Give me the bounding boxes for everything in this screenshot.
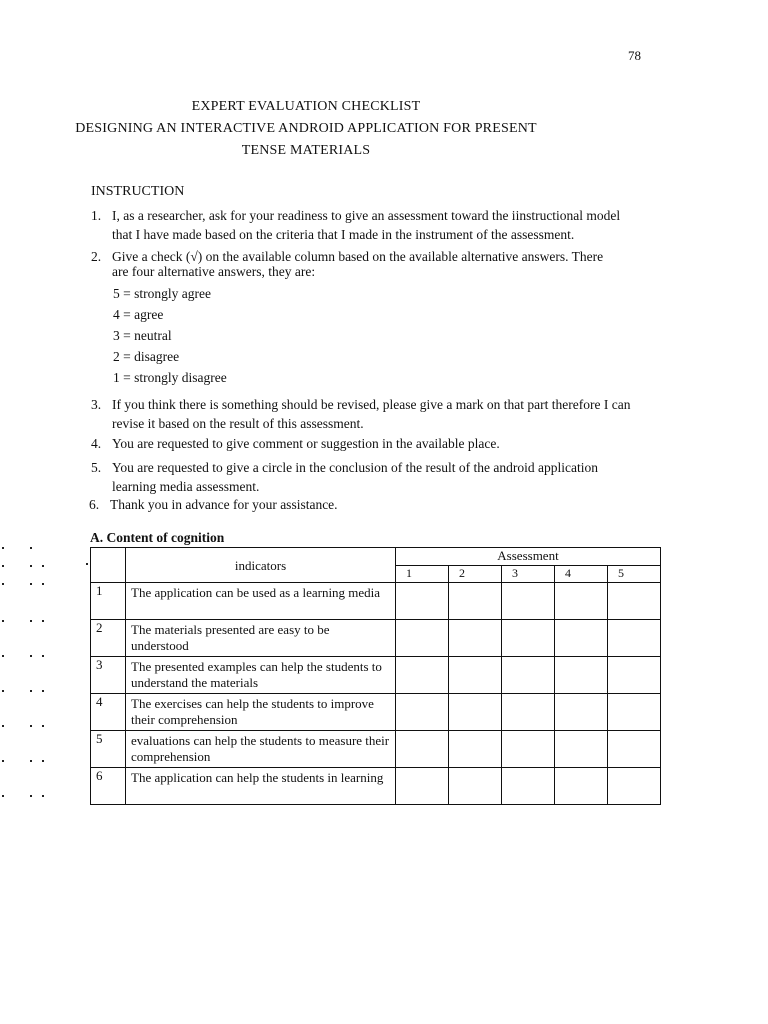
score-cell[interactable] (449, 583, 502, 620)
score-cell[interactable] (502, 768, 555, 805)
score-cell[interactable] (555, 657, 608, 694)
table-row (91, 583, 661, 620)
score-cell[interactable] (449, 731, 502, 768)
row-number: 5 (91, 731, 126, 768)
item-number: 2. (91, 249, 102, 264)
header-number-cell (91, 548, 126, 583)
score-cell[interactable] (555, 694, 608, 731)
score-cell[interactable] (502, 657, 555, 694)
row-number: 2 (91, 620, 126, 657)
assessment-table (90, 547, 661, 805)
item-number: 1. (91, 208, 102, 223)
score-cell[interactable] (396, 731, 449, 768)
row-number: 4 (91, 694, 126, 731)
document-title-line-3: TENSE MATERIALS (241, 143, 371, 158)
score-cell[interactable] (502, 731, 555, 768)
instruction-item-1 (91, 206, 681, 244)
page-number: 78 (628, 48, 641, 63)
document-title-line-2: DESIGNING AN INTERACTIVE ANDROID APPLICATION FOR PRESENT (75, 121, 537, 136)
score-cell[interactable] (396, 694, 449, 731)
table-row (91, 694, 661, 731)
score-cell[interactable] (449, 620, 502, 657)
item-text: You are requested to give comment or suggestion in the available place. (112, 436, 500, 451)
scale-agree: 4 = agree (113, 307, 164, 322)
item-text: You are requested to give a circle in the conclusion of the result of the android application (112, 460, 598, 475)
score-header-1: 1 (396, 566, 449, 583)
score-cell[interactable] (555, 768, 608, 805)
instruction-item-5 (91, 458, 681, 496)
score-cell[interactable] (449, 694, 502, 731)
score-header-5: 5 (608, 566, 661, 583)
score-cell[interactable] (608, 694, 661, 731)
score-cell[interactable] (396, 583, 449, 620)
scale-strongly-agree: 5 = strongly agree (113, 286, 211, 301)
row-number: 3 (91, 657, 126, 694)
item-number: 3. (91, 397, 102, 412)
score-cell[interactable] (608, 768, 661, 805)
indicator-text: The materials presented are easy to be understood (126, 620, 396, 657)
score-cell[interactable] (555, 583, 608, 620)
instruction-item-3 (91, 395, 681, 433)
scale-disagree: 2 = disagree (113, 349, 180, 364)
row-number: 6 (91, 768, 126, 805)
score-cell[interactable] (502, 583, 555, 620)
scale-neutral: 3 = neutral (113, 328, 172, 343)
table-row (91, 620, 661, 657)
item-text-continued: are four alternative answers, they are: (112, 264, 316, 279)
score-cell[interactable] (608, 657, 661, 694)
score-cell[interactable] (449, 657, 502, 694)
score-cell[interactable] (396, 768, 449, 805)
table-row (91, 731, 661, 768)
indicator-text: The application can be used as a learning media (126, 583, 396, 620)
score-header-4: 4 (555, 566, 608, 583)
score-header-2: 2 (449, 566, 502, 583)
score-cell[interactable] (608, 583, 661, 620)
header-assessment: Assessment (396, 548, 661, 566)
score-cell[interactable] (396, 620, 449, 657)
score-cell[interactable] (449, 768, 502, 805)
score-header-3: 3 (502, 566, 555, 583)
indicator-text: evaluations can help the students to measure their comprehension (126, 731, 396, 768)
instruction-heading: INSTRUCTION (91, 184, 185, 199)
table-row (91, 768, 661, 805)
table-row (91, 657, 661, 694)
item-text-continued: revise it based on the result of this assessment. (112, 416, 364, 431)
scale-strongly-disagree: 1 = strongly disagree (113, 370, 227, 385)
instruction-item-2 (91, 249, 681, 279)
item-text-continued: learning media assessment. (112, 479, 260, 494)
item-text: If you think there is something should be revised, please give a mark on that part therefore I can (112, 397, 631, 412)
header-indicators: indicators (126, 548, 396, 583)
indicator-text: The presented examples can help the students to understand the materials (126, 657, 396, 694)
score-cell[interactable] (608, 731, 661, 768)
indicator-text: The application can help the students in learning (126, 768, 396, 805)
document-title-line-1: EXPERT EVALUATION CHECKLIST (191, 99, 421, 114)
item-text: Thank you in advance for your assistance. (110, 497, 338, 512)
score-cell[interactable] (502, 620, 555, 657)
item-number: 4. (91, 436, 102, 451)
item-text: I, as a researcher, ask for your readiness to give an assessment toward the iinstructional model (112, 208, 621, 223)
score-cell[interactable] (396, 657, 449, 694)
score-cell[interactable] (608, 620, 661, 657)
score-cell[interactable] (555, 620, 608, 657)
item-number: 6. (89, 497, 100, 512)
section-heading-content-of-cognition: A. Content of cognition (90, 530, 225, 545)
score-cell[interactable] (555, 731, 608, 768)
item-number: 5. (91, 460, 102, 475)
indicator-text: The exercises can help the students to improve their comprehension (126, 694, 396, 731)
item-text: Give a check (√) on the available column based on the available alternative answers. There (112, 249, 604, 264)
row-number: 1 (91, 583, 126, 620)
item-text-continued: that I have made based on the criteria that I made in the instrument of the assessment. (112, 227, 575, 242)
instruction-item-4 (91, 434, 681, 453)
instruction-item-6 (89, 495, 679, 514)
score-cell[interactable] (502, 694, 555, 731)
